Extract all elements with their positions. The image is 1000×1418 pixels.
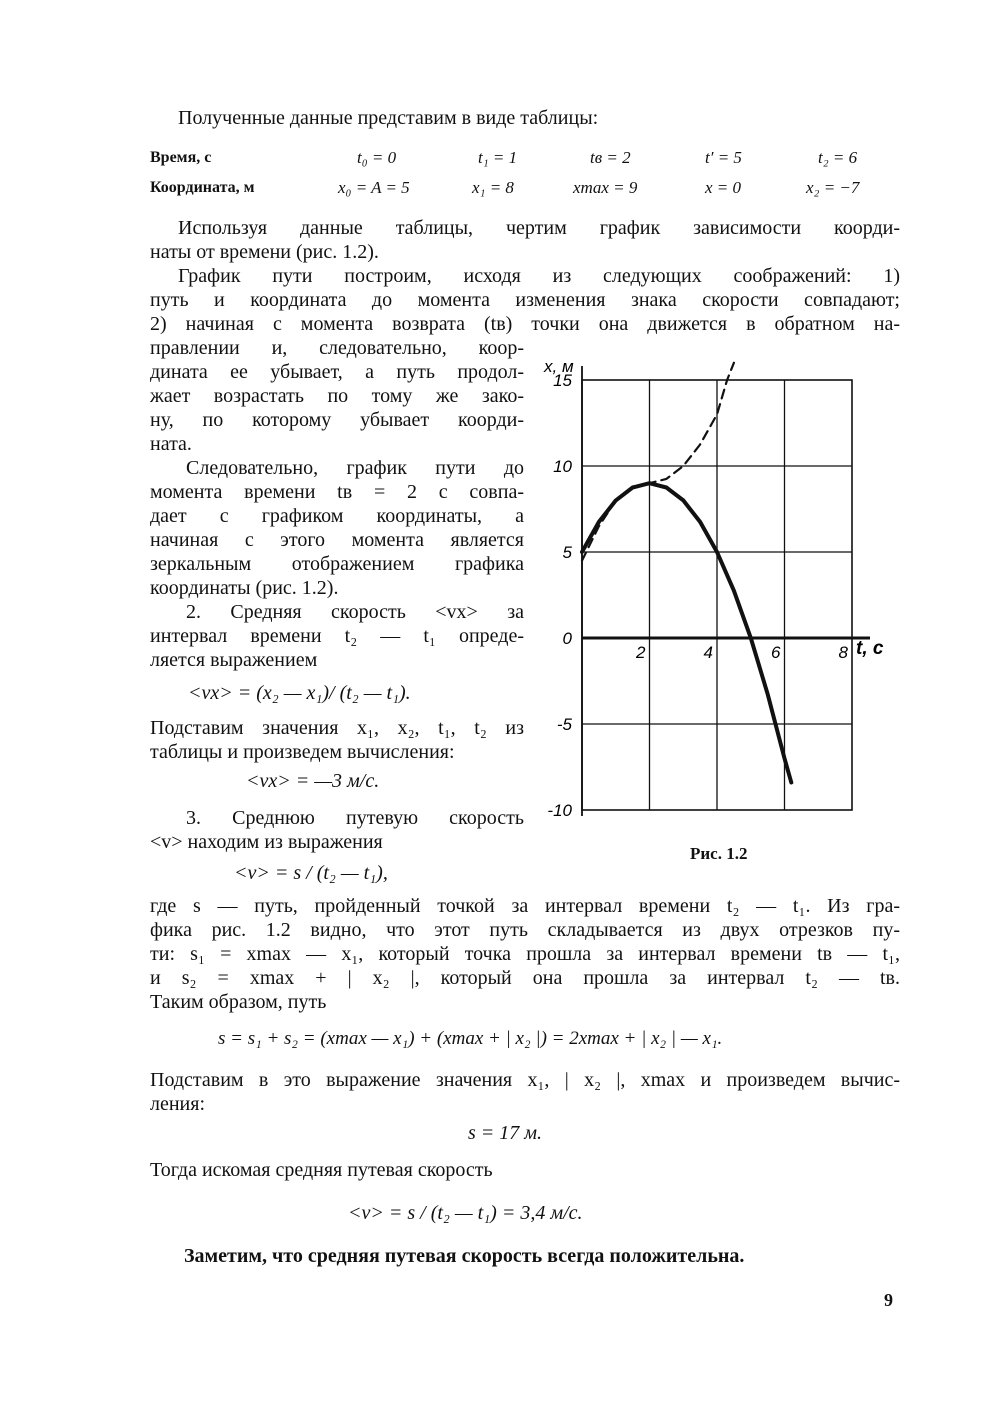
paragraph-line: ляется выражением — [150, 649, 318, 671]
page-number: 9 — [884, 1290, 893, 1310]
paragraph-line: координаты (рис. 1.2). — [150, 577, 339, 599]
intro-text: Полученные данные представим в виде таблицы: — [178, 107, 599, 129]
paragraph-line: ления: — [150, 1093, 206, 1115]
chart-figure-1-2 — [540, 350, 910, 830]
paragraph-line: Подставим в это выражение значения x₁, | x₂ |, xmax и произведем вычис- — [150, 1069, 900, 1091]
table-cell: x₂ = −7 — [806, 178, 860, 197]
series-path-line — [582, 363, 734, 561]
table-cell: x₀ = A = 5 — [338, 178, 410, 197]
paragraph-line: График пути построим, исходя из следующих соображений: 1) — [178, 265, 900, 287]
formula-avg-speed-result: <v> = s / (t₂ — t₁) = 3,4 м/с. — [348, 1202, 583, 1224]
y-tick-label: 15 — [553, 371, 572, 390]
paragraph-line: путь и координата до момента изменения знака скорости совпадают; — [150, 289, 900, 311]
paragraph-line: ти: s₁ = xmax — x₁, который точка прошла за интервал времени tв — t₁, — [150, 943, 900, 965]
paragraph-line: жает возрастать по тому же зако- — [150, 385, 524, 407]
x-tick-label: 4 — [703, 643, 713, 662]
paragraph-line: интервал времени t₂ — t₁ опреде- — [150, 625, 524, 647]
paragraph-line: <v> находим из выражения — [150, 831, 383, 853]
y-tick-label: 10 — [553, 457, 572, 476]
formula-path-result: s = 17 м. — [468, 1122, 543, 1144]
y-axis-label: x, м — [544, 357, 574, 376]
series-coordinate-line — [582, 483, 791, 782]
formula-avg-speed: <v> = s / (t₂ — t₁), — [234, 862, 388, 884]
y-tick-label: 5 — [562, 543, 572, 562]
table-row-coord-label: Координата, м — [150, 179, 255, 196]
x-tick-label: 2 — [636, 643, 646, 662]
paragraph-line: правлении и, следовательно, коор- — [150, 337, 524, 359]
table-cell: tв = 2 — [590, 148, 631, 167]
table-cell: xmax = 9 — [573, 178, 638, 197]
formula-avg-velocity: <vx> = (x₂ — x₁)/ (t₂ — t₁). — [188, 682, 411, 704]
table-row-time-label: Время, с — [150, 149, 212, 166]
x-tick-label: 8 — [838, 643, 848, 662]
y-tick-label: -10 — [547, 801, 572, 820]
paragraph-line: начиная с этого момента является — [150, 529, 524, 551]
y-tick-label: -5 — [556, 715, 572, 734]
x-axis-label: t, c — [856, 638, 884, 659]
paragraph-line: Тогда искомая средняя путевая скорость — [150, 1159, 493, 1181]
table-cell: x = 0 — [705, 178, 742, 197]
paragraph-line: зеркальным отображением графика — [150, 553, 524, 575]
table-cell: t₀ = 0 — [357, 148, 397, 167]
paragraph-line: дает с графиком координаты, а — [150, 505, 524, 527]
paragraph-line: дината ее убывает, а путь продол- — [150, 361, 524, 383]
paragraph-line: момента времени tв = 2 с совпа- — [150, 481, 524, 503]
paragraph-line: ната. — [150, 433, 192, 455]
paragraph-line: где s — путь, пройденный точкой за интервал времени t₂ — t₁. Из гра- — [150, 895, 900, 917]
paragraph-line: таблицы и произведем вычисления: — [150, 741, 455, 763]
formula-path: s = s₁ + s₂ = (xmax — x₁) + (xmax + | x₂ |) = 2xmax + | x₂ | — x₁. — [218, 1028, 723, 1049]
paragraph-line: 2) начиная с момента возврата (tв) точки она движется в обратном на- — [150, 313, 900, 335]
paragraph-line: Следовательно, график пути до — [186, 457, 524, 479]
paragraph-line: наты от времени (рис. 1.2). — [150, 241, 379, 263]
y-tick-label: 0 — [562, 629, 572, 648]
paragraph-line: 2. Средняя скорость <vx> за — [186, 601, 524, 623]
paragraph-line: фика рис. 1.2 видно, что этот путь складывается из двух отрезков пу- — [150, 919, 900, 941]
paragraph-line: 3. Среднюю путевую скорость — [186, 807, 524, 829]
paragraph-line: Используя данные таблицы, чертим график зависимости коорди- — [178, 217, 900, 239]
paragraph-line: Таким образом, путь — [150, 991, 327, 1013]
figure-caption: Рис. 1.2 — [690, 844, 748, 863]
table-cell: x₁ = 8 — [472, 178, 514, 197]
x-tick-label: 6 — [771, 643, 781, 662]
paragraph-line: ну, по которому убывает коорди- — [150, 409, 524, 431]
table-cell: t₁ = 1 — [478, 148, 518, 167]
paragraph-line: и s₂ = xmax + | x₂ |, который она прошла за интервал t₂ — tв. — [150, 967, 900, 989]
table-cell: t₂ = 6 — [818, 148, 858, 167]
table-cell: t′ = 5 — [705, 148, 742, 167]
formula-result-velocity: <vx> = —3 м/с. — [246, 770, 380, 792]
paragraph-line: Заметим, что средняя путевая скорость всегда положительна. — [184, 1245, 745, 1267]
paragraph-line: Подставим значения x₁, x₂, t₁, t₂ из — [150, 717, 524, 739]
